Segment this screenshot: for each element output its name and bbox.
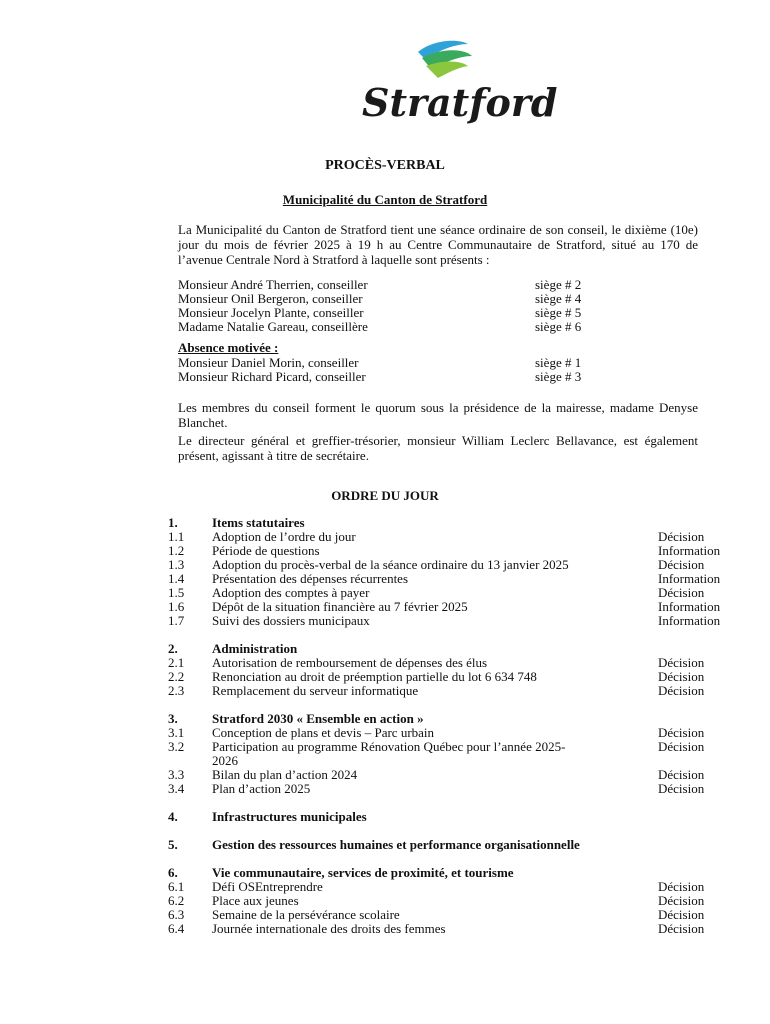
agenda-status: Décision <box>658 655 705 670</box>
agenda-label: Participation au programme Rénovation Québec pour l’année 2025- <box>212 739 566 754</box>
agenda-status: Information <box>658 613 721 628</box>
agenda-section <box>0 810 770 824</box>
agenda-item <box>0 586 770 600</box>
agenda-number: 4. <box>168 809 178 824</box>
agenda-number: 6.1 <box>168 879 185 894</box>
member-row <box>0 320 770 334</box>
member-name: Madame Natalie Gareau, conseillère <box>178 319 368 334</box>
agenda-item <box>0 726 770 740</box>
agenda-section <box>0 712 770 726</box>
agenda-item <box>0 670 770 684</box>
stratford-logo <box>360 38 558 132</box>
agenda-label: Infrastructures municipales <box>212 809 367 824</box>
agenda-item <box>0 922 770 936</box>
member-seat: siège # 6 <box>535 319 582 334</box>
agenda-label: Renonciation au droit de préemption partielle du lot 6 634 748 <box>212 669 537 684</box>
member-row <box>0 292 770 306</box>
agenda-number: 3. <box>168 711 178 726</box>
agenda-number: 1.6 <box>168 599 185 614</box>
agenda-label: Adoption de l’ordre du jour <box>212 529 356 544</box>
agenda-item <box>0 614 770 628</box>
agenda-label: Conception de plans et devis – Parc urbain <box>212 725 435 740</box>
quorum-paragraph: Les membres du conseil forment le quorum sous la présidence de la mairesse, madame Denyse Blanchet. <box>178 400 698 430</box>
agenda-item <box>0 894 770 908</box>
agenda-item <box>0 740 770 754</box>
agenda-section <box>0 866 770 880</box>
agenda-item <box>0 880 770 894</box>
agenda-label: Autorisation de remboursement de dépenses des élus <box>212 655 488 670</box>
agenda-label: Présentation des dépenses récurrentes <box>212 571 409 586</box>
agenda-label: Adoption des comptes à payer <box>212 585 370 600</box>
agenda-status: Décision <box>658 907 705 922</box>
agenda-item <box>0 782 770 796</box>
logo-wordmark: Stratford <box>362 80 558 125</box>
agenda-number: 1.2 <box>168 543 185 558</box>
agenda-number: 1. <box>168 515 178 530</box>
agenda-number: 3.3 <box>168 767 185 782</box>
agenda-label: Vie communautaire, services de proximité, et tourisme <box>212 865 514 880</box>
agenda-label: Dépôt de la situation financière au 7 février 2025 <box>212 599 468 614</box>
document-title: PROCÈS-VERBAL <box>325 158 445 173</box>
agenda-label: Plan d’action 2025 <box>212 781 311 796</box>
agenda-number: 1.4 <box>168 571 185 586</box>
member-seat: siège # 2 <box>535 277 582 292</box>
agenda-status: Décision <box>658 683 705 698</box>
agenda-number: 3.2 <box>168 739 185 754</box>
agenda-item <box>0 754 770 768</box>
agenda-status: Décision <box>658 585 705 600</box>
agenda-label: Suivi des dossiers municipaux <box>212 613 370 628</box>
member-seat: siège # 4 <box>535 291 582 306</box>
agenda-number: 2.3 <box>168 683 185 698</box>
agenda-number: 1.7 <box>168 613 185 628</box>
member-name: Monsieur Daniel Morin, conseiller <box>178 355 359 370</box>
agenda-number: 5. <box>168 837 178 852</box>
agenda-number: 6.3 <box>168 907 185 922</box>
agenda-label: Période de questions <box>212 543 320 558</box>
agenda-item <box>0 544 770 558</box>
agenda-item <box>0 572 770 586</box>
agenda-status: Décision <box>658 879 705 894</box>
agenda-item <box>0 684 770 698</box>
agenda-status: Information <box>658 571 721 586</box>
agenda-status: Décision <box>658 921 705 936</box>
secretary-paragraph: Le directeur général et greffier-trésorier, monsieur William Leclerc Bellavance, est également présent, agissant à titre de secrétaire. <box>178 433 698 463</box>
agenda-number: 6.4 <box>168 921 185 936</box>
agenda-label: Gestion des ressources humaines et performance organisationnelle <box>212 837 580 852</box>
agenda-label: Items statutaires <box>212 515 305 530</box>
agenda-number: 1.5 <box>168 585 185 600</box>
member-name: Monsieur Richard Picard, conseiller <box>178 369 366 384</box>
agenda-number: 1.1 <box>168 529 185 544</box>
agenda-section <box>0 838 770 852</box>
agenda-section <box>0 516 770 530</box>
document-subtitle: Municipalité du Canton de Stratford <box>282 192 488 207</box>
agenda-number: 2. <box>168 641 178 656</box>
agenda-number: 3.4 <box>168 781 185 796</box>
agenda-item <box>0 656 770 670</box>
agenda-label: Semaine de la persévérance scolaire <box>212 907 400 922</box>
agenda-label: Administration <box>212 641 298 656</box>
agenda-number: 2.1 <box>168 655 185 670</box>
agenda-label: Bilan du plan d’action 2024 <box>212 767 358 782</box>
agenda-label: 2026 <box>212 753 238 768</box>
agenda-number: 2.2 <box>168 669 185 684</box>
agenda-status: Décision <box>658 767 705 782</box>
agenda-label: Stratford 2030 « Ensemble en action » <box>212 711 424 726</box>
agenda-status: Décision <box>658 893 705 908</box>
agenda-number: 3.1 <box>168 725 185 740</box>
agenda-section <box>0 642 770 656</box>
agenda-status: Information <box>658 543 721 558</box>
agenda-status: Décision <box>658 781 705 796</box>
absence-heading: Absence motivée : <box>178 340 279 355</box>
agenda-item <box>0 530 770 544</box>
member-seat: siège # 3 <box>535 369 582 384</box>
agenda-item <box>0 768 770 782</box>
agenda-status: Décision <box>658 557 705 572</box>
member-row <box>0 278 770 292</box>
agenda-label: Journée internationale des droits des femmes <box>212 921 446 936</box>
member-name: Monsieur Jocelyn Plante, conseiller <box>178 305 364 320</box>
agenda-number: 1.3 <box>168 557 185 572</box>
agenda-status: Information <box>658 599 721 614</box>
agenda-number: 6. <box>168 865 178 880</box>
agenda-label: Remplacement du serveur informatique <box>212 683 419 698</box>
agenda-status: Décision <box>658 669 705 684</box>
agenda-item <box>0 600 770 614</box>
agenda-item <box>0 908 770 922</box>
member-seat: siège # 1 <box>535 355 582 370</box>
member-row <box>0 370 770 384</box>
member-seat: siège # 5 <box>535 305 582 320</box>
agenda-label: Place aux jeunes <box>212 893 299 908</box>
member-name: Monsieur Onil Bergeron, conseiller <box>178 291 363 306</box>
member-row <box>0 356 770 370</box>
agenda-label: Défi OSEntreprendre <box>212 879 323 894</box>
agenda-number: 6.2 <box>168 893 185 908</box>
member-row <box>0 306 770 320</box>
agenda-status: Décision <box>658 529 705 544</box>
agenda-label: Adoption du procès-verbal de la séance ordinaire du 13 janvier 2025 <box>212 557 569 572</box>
intro-paragraph: La Municipalité du Canton de Stratford tient une séance ordinaire de son conseil, le dixième (10e) jour du mois de février 2025 à 19 h au Centre Communautaire de Stratford, situé au 170 de l’avenue Centrale Nord à Stratford à laquelle sont présents : <box>178 222 698 267</box>
member-name: Monsieur André Therrien, conseiller <box>178 277 368 292</box>
agenda-status: Décision <box>658 725 705 740</box>
agenda-heading: ORDRE DU JOUR <box>331 488 439 503</box>
agenda-item <box>0 558 770 572</box>
agenda-status: Décision <box>658 739 705 754</box>
